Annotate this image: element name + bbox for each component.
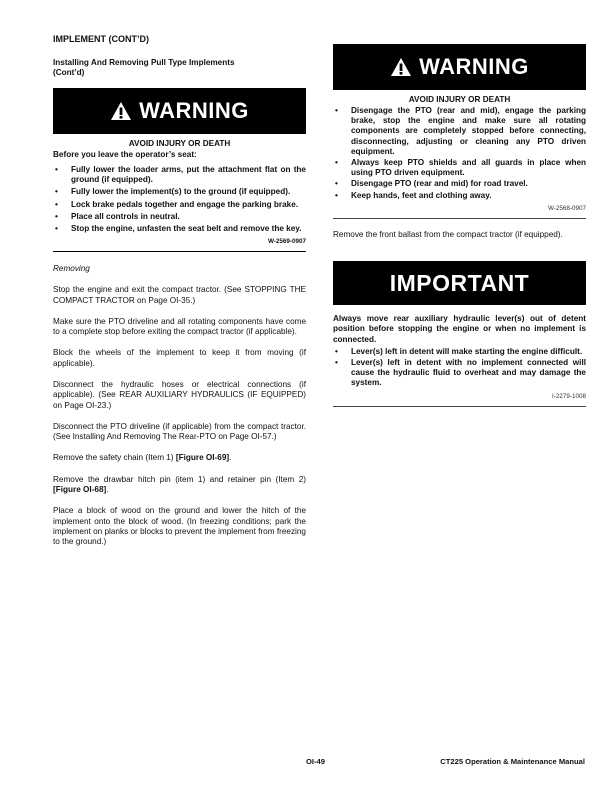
paragraph-safety-chain: Remove the safety chain (Item 1) [Figure OI-69]. <box>53 453 232 463</box>
paragraph-block-wheels: Block the wheels of the implement to keep it from moving (if applicable). <box>53 348 306 368</box>
warning-triangle-icon <box>390 57 412 77</box>
important-banner-label: IMPORTANT <box>389 269 530 296</box>
warning-bullet-list <box>333 106 586 201</box>
list-item: • Place all controls in neutral. <box>55 211 180 221</box>
divider <box>333 218 586 219</box>
avoid-injury-heading: AVOID INJURY OR DEATH <box>408 95 511 104</box>
warning-banner <box>333 44 586 90</box>
warning-code: W-2568-0907 <box>547 204 586 212</box>
paragraph-hitch-pin: Remove the drawbar hitch pin (item 1) and retainer pin (Item 2) [Figure OI-68]. <box>53 474 306 495</box>
subsection-title-line1: Installing And Removing Pull Type Implements <box>53 58 235 67</box>
list-item: • Lever(s) left in detent will make starting the engine difficult. <box>335 346 583 356</box>
divider <box>53 251 306 252</box>
paragraph-disconnect-hoses: Disconnect the hydraulic hoses or electrical connections (if applicable). (See REAR AUXILIARY HYDRAULICS (IF EQUIPPED) on Page OI-23.) <box>53 380 306 410</box>
warning-banner <box>53 88 306 134</box>
list-item: • Disengage PTO (rear and mid) for road travel. <box>335 179 528 189</box>
list-item: • Lock brake pedals together and engage the parking brake. <box>55 199 299 209</box>
list-item: • Disengage the PTO (rear and mid), engage the parking brake, stop the engine and make sure all rotating components are completely stopped before connecting, disconnecting, adjusting or cleaning any PTO driven equipment. <box>335 106 586 156</box>
important-banner <box>333 261 586 305</box>
before-leaving-heading: Before you leave the operator’s seat: <box>53 150 197 159</box>
list-item: • Keep hands, feet and clothing away. <box>335 190 492 200</box>
section-title: IMPLEMENT (CONT’D) <box>53 34 149 44</box>
important-code: I-2279-1008 <box>552 392 586 400</box>
list-item: • Lever(s) left in detent with no implement connected will cause the hydraulic fluid to overheat and may damage the system. <box>335 357 586 388</box>
paragraph-block-wood: Place a block of wood on the ground and lower the hitch of the implement onto the block of wood. (In freezing conditions; park the implement on planks or blocks to prevent the implement from freezing to the ground.) <box>53 506 306 547</box>
warning-bullet-list <box>53 165 306 234</box>
right-column <box>333 44 586 407</box>
paragraph-stop-engine: Stop the engine and exit the compact tractor. (See STOPPING THE COMPACT TRACTOR on Page OI-35.) <box>53 285 306 305</box>
warning-banner-label: WARNING <box>419 54 529 79</box>
figure-reference: [Figure OI-68] <box>53 485 107 495</box>
list-item: • Always keep PTO shields and all guards in place when using PTO driven equipment. <box>335 158 586 178</box>
paragraph-disconnect-pto: Disconnect the PTO driveline (if applicable) from the compact tractor. (See Installing And Removing The Rear-PTO on Page OI-57.) <box>53 421 306 442</box>
warning-banner-label: WARNING <box>139 98 249 123</box>
paragraph-front-ballast: Remove the front ballast from the compact tractor (if equipped). <box>333 229 563 239</box>
list-item: • Fully lower the loader arms, put the attachment flat on the ground (if equipped). <box>55 165 306 185</box>
avoid-injury-heading: AVOID INJURY OR DEATH <box>128 139 231 148</box>
important-text: Always move rear auxiliary hydraulic lever(s) out of detent position before stopping the engine or when no implement is connected. <box>333 314 586 344</box>
paragraph-pto-stop: Make sure the PTO driveline and all rotating components have come to a complete stop before exiting the compact tractor (if applicable). <box>53 316 306 337</box>
left-column <box>53 34 306 559</box>
list-item: • Stop the engine, unfasten the seat belt and remove the key. <box>55 224 302 234</box>
page-number: OI-49 <box>306 757 325 766</box>
warning-code: W-2569-0907 <box>267 238 306 246</box>
manual-title: CT225 Operation & Maintenance Manual <box>440 757 585 766</box>
subsection-title <box>53 58 306 78</box>
subsection-title-line2: (Cont’d) <box>53 68 85 77</box>
figure-reference: [Figure OI-69] <box>175 453 230 463</box>
list-item: • Fully lower the implement(s) to the ground (if equipped). <box>55 187 291 197</box>
divider <box>333 406 586 407</box>
warning-triangle-icon <box>110 101 132 121</box>
removing-heading: Removing <box>53 264 90 274</box>
important-bullet-list <box>333 347 586 389</box>
